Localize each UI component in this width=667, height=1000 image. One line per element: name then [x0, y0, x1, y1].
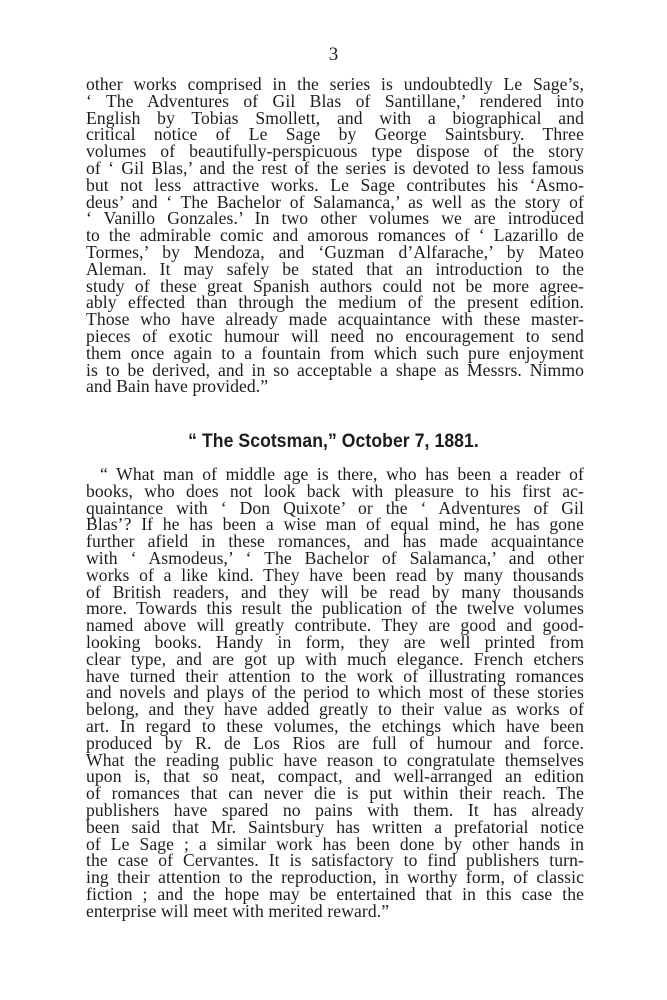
section-heading: “ The Scotsman,” October 7, 1881. — [188, 430, 479, 452]
text-line: but not less attractive works. Le Sage contributes his ‘Asmo- — [86, 174, 584, 195]
text-line: Aleman. It may safely be stated that an introduction to the — [86, 258, 584, 279]
text-line: with ‘ Asmodeus,’ ‘ The Bachelor of Salamanca,’ and other — [86, 547, 584, 568]
text-line: fiction ; and the hope may be entertained that in this case the — [86, 883, 584, 904]
text-line: the case of Cervantes. It is satisfactory to find publishers turn- — [86, 850, 584, 871]
text-line: of Le Sage ; a similar work has been done by other hands in — [86, 833, 584, 854]
text-line: more. Towards this result the publication of the twelve volumes — [86, 598, 584, 619]
text-line: looking books. Handy in form, they are well printed from — [86, 631, 584, 652]
text-line: named above will greatly contribute. They are good and good- — [86, 615, 584, 636]
text-line: works of a like kind. They have been read by many thousands — [86, 564, 584, 585]
text-line: study of these great Spanish authors could not be more agree- — [86, 275, 584, 296]
text-line: critical notice of Le Sage by George Saintsbury. Three — [86, 124, 584, 145]
scotsman-review-text — [86, 466, 584, 920]
text-line: them once again to a fountain from which such pure enjoyment — [86, 342, 584, 363]
text-line: deus’ and ‘ The Bachelor of Salamanca,’ as well as the story of — [86, 191, 584, 212]
text-line: is to be derived, and in so acceptable a shape as Messrs. Nimmo — [86, 359, 584, 380]
text-line: produced by R. de Los Rios are full of humour and force. — [86, 732, 584, 753]
text-line: What the reading public have reason to congratulate themselves — [86, 749, 584, 770]
text-line: been said that Mr. Saintsbury has written a prefatorial notice — [86, 816, 584, 837]
text-line: belong, and they have added greatly to their value as works of — [86, 699, 584, 720]
text-line: have turned their attention to the work of illustrating romances — [86, 665, 584, 686]
text-line: of romances that can never die is put within their reach. The — [86, 783, 584, 804]
text-line: further afield in these romances, and has made acquaintance — [86, 531, 584, 552]
text-line: clear type, and are got up with much elegance. French etchers — [86, 648, 584, 669]
text-line: upon is, that so neat, compact, and well-arranged an edition — [86, 766, 584, 787]
text-line: of ‘ Gil Blas,’ and the rest of the series is devoted to less famous — [86, 157, 584, 178]
text-line: books, who does not look back with pleasure to his first ac- — [86, 480, 584, 501]
text-line: art. In regard to these volumes, the etchings which have been — [86, 715, 584, 736]
text-line: of British readers, and they will be read by many thousands — [86, 581, 584, 602]
text-line: ably effected than through the medium of the present edition. — [86, 292, 584, 313]
text-line: ‘ The Adventures of Gil Blas of Santillane,’ rendered into — [86, 90, 584, 111]
text-line: pieces of exotic humour will need no encouragement to send — [86, 325, 584, 346]
text-line: and novels and plays of the period to which most of these stories — [86, 682, 584, 703]
page-number: 3 — [328, 44, 339, 65]
text-line: ing their attention to the reproduction, in worthy form, of classic — [86, 867, 584, 888]
text-line: “ What man of middle age is there, who has been a reader of — [100, 464, 584, 484]
text-line: other works comprised in the series is undoubtedly Le Sage’s, — [86, 74, 584, 94]
text-line: volumes of beautifully-perspicuous type dispose of the story — [86, 141, 584, 162]
text-line: publishers have spared no pains with them. It has already — [86, 799, 584, 820]
text-line: English by Tobias Smollett, and with a biographical and — [86, 107, 584, 128]
text-line: Those who have already made acquaintance with these master- — [86, 309, 584, 330]
text-line: ‘ Vanillo Gonzales.’ In two other volumes we are introduced — [86, 208, 584, 229]
text-line: Blas’? If he has been a wise man of equal mind, he has gone — [86, 514, 584, 535]
text-line: Tormes,’ by Mendoza, and ‘Guzman d’Alfarache,’ by Mateo — [86, 241, 584, 262]
review-continuation-text — [86, 76, 584, 395]
text-line: enterprise will meet with merited reward.” — [86, 900, 390, 921]
text-line: and Bain have provided.” — [86, 376, 269, 397]
text-line: quaintance with ‘ Don Quixote’ or the ‘ Adventures of Gil — [86, 497, 584, 518]
text-line: to the admirable comic and amorous romances of ‘ Lazarillo de — [86, 225, 584, 246]
